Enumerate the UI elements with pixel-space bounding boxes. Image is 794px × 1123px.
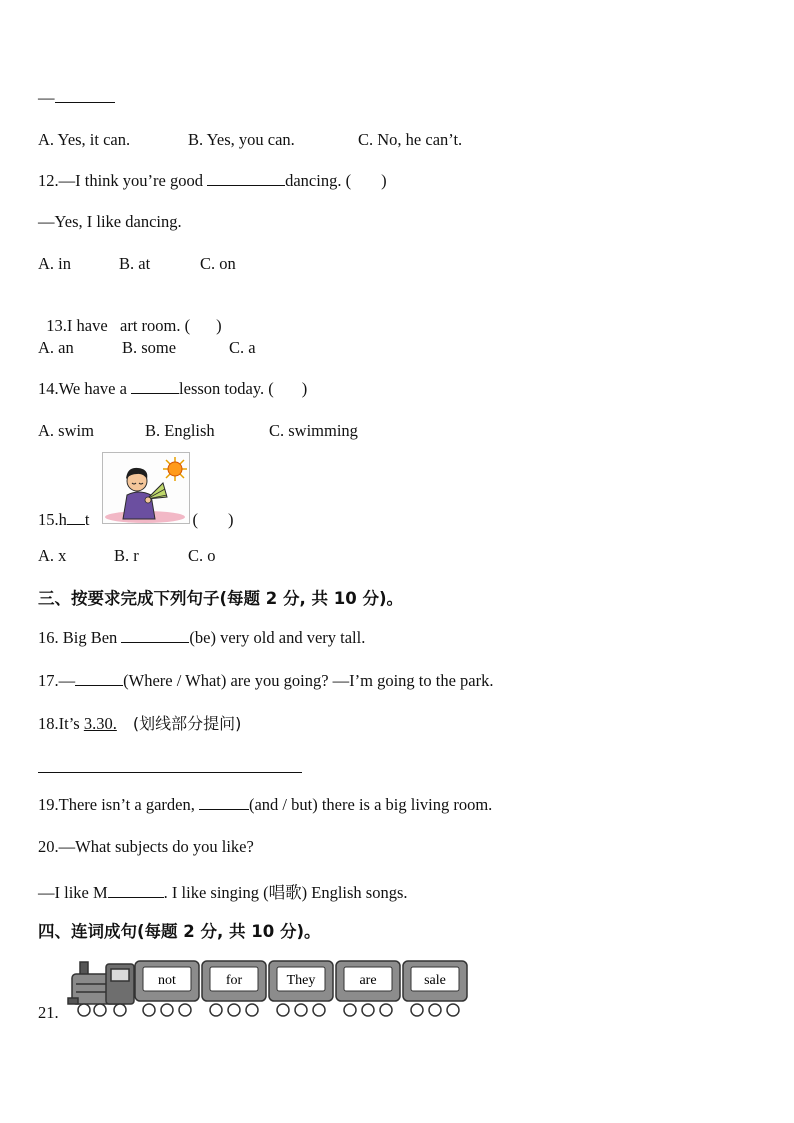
wheel-icon [277,1004,289,1016]
word-card-1[interactable]: not [158,973,176,988]
q18-question [38,711,241,734]
q15-options [38,546,216,566]
q15-option-a[interactable]: A. x [38,546,67,565]
wheel-icon [362,1004,374,1016]
q12-prefix: 12.—I think you’re good [38,171,208,190]
q15-option-b[interactable]: B. r [114,546,139,565]
q20-question: 20.—What subjects do you like? [38,837,254,856]
wheel-icon [447,1004,459,1016]
wheel-icon [179,1004,191,1016]
q15-option-c[interactable]: C. o [188,546,216,565]
word-card-2[interactable]: for [225,973,243,988]
q20-reply [38,879,408,903]
q14-options [38,421,358,441]
q12-option-b[interactable]: B. at [119,254,151,273]
q12-option-a[interactable]: A. in [38,254,71,273]
q11-option-a[interactable]: A. Yes, it can. [38,130,131,149]
word-car-1[interactable] [135,961,199,1016]
q12-options [38,254,236,274]
word-card-5[interactable]: sale [424,973,446,988]
wheel-icon [380,1004,392,1016]
q18-prefix: 18.It’s [38,714,84,733]
q12-option-c[interactable]: C. on [200,254,236,273]
word-card-4[interactable]: are [359,973,377,988]
section-3-title: 三、按要求完成下列句子(每题 2 分, 共 10 分)。 [38,589,404,608]
q11-options [38,130,462,150]
wheel-icon [246,1004,258,1016]
wheel-icon [228,1004,240,1016]
word-car-3[interactable] [269,961,333,1016]
q11-option-c[interactable]: C. No, he can’t. [358,130,463,149]
q13-text: 13.I have art room. ( [46,316,191,335]
q13-paren-close: ) [216,316,222,335]
q12-question [38,171,387,191]
q18-underlined-part: 3.30. [83,714,117,733]
q14-option-a[interactable]: A. swim [38,421,94,440]
wheel-icon [411,1004,423,1016]
q17-question [38,671,494,691]
wheel-icon [143,1004,155,1016]
q19-suffix: (and / but) there is a big living room. [248,795,493,814]
q11-dash: — [38,88,55,107]
q16-suffix: (be) very old and very tall. [189,628,366,647]
q15-paren-open: ( [192,510,198,529]
wheel-icon [429,1004,441,1016]
wheel-icon [313,1004,325,1016]
q19-question [38,795,492,815]
q12-reply: —Yes, I like dancing. [38,212,182,231]
q13-option-a[interactable]: A. an [38,338,74,357]
q19-prefix: 19.There isn’t a garden, [38,795,199,814]
section-4-title: 四、连词成句(每题 2 分, 共 10 分)。 [38,922,321,941]
q15-suffix: t [84,510,90,529]
q15-paren-close: ) [227,510,234,529]
q14-option-b[interactable]: B. English [145,421,215,440]
q15-blank[interactable] [67,524,85,525]
word-car-5[interactable] [403,961,467,1016]
q20-reply-suffix: . I like singing (唱歌) English songs. [163,883,408,902]
q11-option-b[interactable]: B. Yes, you can. [188,130,295,149]
q12-paren-close: ) [381,171,387,190]
q12-blank[interactable] [207,185,285,186]
q18-blank[interactable] [38,752,302,773]
q13-options [38,338,256,358]
q17-blank[interactable] [75,685,123,686]
word-card-3[interactable]: They [286,973,316,988]
q11-answer-line [38,88,115,108]
q17-prefix: 17.— [38,671,76,690]
q19-blank[interactable] [199,809,249,810]
q14-prefix: 14.We have a [38,379,132,398]
q18-instruction: (划线部分提问) [132,714,242,733]
q13-question [38,296,222,336]
q17-suffix: (Where / What) are you going? —I’m going to the park. [123,671,494,690]
q13-option-c[interactable]: C. a [229,338,256,357]
q12-suffix: dancing. ( [285,171,352,190]
q20-blank[interactable] [108,897,164,898]
q14-paren-close: ) [301,379,308,398]
wheel-icon [161,1004,173,1016]
q14-question [38,379,307,399]
wheel-icon [344,1004,356,1016]
q15-question [38,510,233,530]
q13-option-b[interactable]: B. some [122,338,177,357]
q18-answer-line [38,752,302,778]
word-car-2[interactable] [202,961,266,1016]
word-car-4[interactable] [336,961,400,1016]
wheel-icon [295,1004,307,1016]
q15-prefix: 15.h [38,510,67,529]
q20-reply-prefix: —I like M [38,883,108,902]
q14-blank[interactable] [131,393,179,394]
q16-prefix: 16. Big Ben [38,628,122,647]
q14-suffix: lesson today. ( [179,379,274,398]
q21-number: 21. [38,1003,59,1022]
q11-blank[interactable] [55,102,115,103]
q16-blank[interactable] [121,642,189,643]
q16-question [38,628,365,648]
train-cars [66,958,476,1020]
wheel-icon [210,1004,222,1016]
q21-train [66,958,476,1025]
q14-option-c[interactable]: C. swimming [269,421,358,440]
